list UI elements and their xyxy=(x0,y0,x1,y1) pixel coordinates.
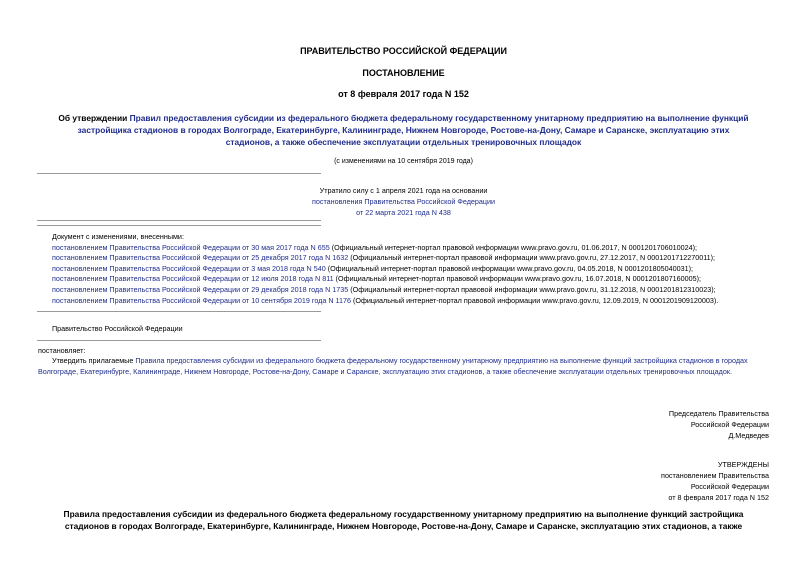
change-source: (Официальный интернет-портал правовой информации www.pravo.gov.ru, 01.06.2017, N 0001201706010024); xyxy=(329,242,697,252)
change-source: (Официальный интернет-портал правовой информации www.pravo.gov.ru, 31.12.2018, N 0001201812310023); xyxy=(348,284,716,294)
approved-line3: Российской Федерации xyxy=(690,482,769,491)
change-link[interactable]: постановлением Правительства Российской Федерации от 10 сентября 2019 года N 1176 xyxy=(52,295,352,305)
document-type: ПОСТАНОВЛЕНИЕ xyxy=(362,68,445,78)
signature-title: Председатель Правительства xyxy=(668,409,769,418)
change-link[interactable]: постановлением Правительства Российской Федерации от 25 декабря 2017 года N 1632 xyxy=(52,253,349,263)
divider xyxy=(37,311,321,312)
rules-link-line2[interactable]: Волгограде, Екатеринбурге, Калининграде, Нижнем Новгороде, Ростове-на-Дону, Самаре и Саранске, эксплуатацию этих стадионов, а также обеспечение эксплуатации отдельных тренировочных площадок xyxy=(38,366,730,376)
document-title xyxy=(0,112,807,148)
change-source: (Официальный интернет-портал правовой информации www.pravo.gov.ru, 16.07.2018, N 0001201807160005); xyxy=(333,274,701,284)
invalidation-note xyxy=(0,185,807,218)
change-source: (Официальный интернет-портал правовой информации www.pravo.gov.ru, 04.05.2018, N 0001201805040031); xyxy=(325,263,693,273)
title-link[interactable]: Правил предоставления субсидии из федерального бюджета федеральному государственному унитарному предприятию на выполнение функций xyxy=(129,113,749,123)
list-item xyxy=(52,243,802,254)
signature-title-line2: Российской Федерации xyxy=(690,420,769,429)
approved-heading: УТВЕРЖДЕНЫ xyxy=(717,460,769,469)
government-heading: ПРАВИТЕЛЬСТВО РОССИЙСКОЙ ФЕДЕРАЦИИ xyxy=(300,46,507,56)
title-link-line2[interactable]: застройщика стадионов в городах Волгограде, Екатеринбурге, Калининграде, Нижнем Новгороде, Ростове-на-Дону, Самаре и Саранске, эксплуатацию этих xyxy=(77,125,730,135)
list-item xyxy=(52,285,802,296)
amendment-note: (с изменениями на 10 сентября 2019 года) xyxy=(334,158,473,165)
invalidation-link[interactable]: постановления Правительства Российской Федерации xyxy=(311,197,496,206)
changes-heading: Документ с изменениями, внесенными: xyxy=(52,232,184,241)
invalidation-line1: Утратило силу с 1 апреля 2021 года на основании xyxy=(319,186,488,195)
change-source: (Официальный интернет-портал правовой информации www.pravo.gov.ru, 27.12.2017, N 0001201712270011); xyxy=(348,253,716,263)
rules-title-line1: Правила предоставления субсидии из федерального бюджета федеральному государственному унитарному предприятию на выполнение функций застройщика xyxy=(63,509,744,519)
change-link[interactable]: постановлением Правительства Российской Федерации от 3 мая 2018 года N 540 xyxy=(52,263,326,273)
invalidation-link-date[interactable]: от 22 марта 2021 года N 438 xyxy=(356,208,451,217)
government-line: Правительство Российской Федерации xyxy=(52,324,183,333)
signature-block xyxy=(669,408,769,441)
resolves-text: постановляет: xyxy=(38,346,86,355)
divider xyxy=(37,173,321,174)
change-link[interactable]: постановлением Правительства Российской Федерации от 30 мая 2017 года N 655 xyxy=(52,242,330,252)
signature-name: Д.Медведев xyxy=(728,431,769,440)
list-item xyxy=(52,274,802,285)
rules-link[interactable]: Правила предоставления субсидии из федерального бюджета федеральному государственному унитарному предприятию на выполнение функций застройщика стадионов в городах xyxy=(135,356,748,365)
divider xyxy=(37,220,321,221)
approval-paragraph xyxy=(38,356,778,377)
approved-line2: постановлением Правительства xyxy=(661,471,769,480)
title-prefix: Об утверждении xyxy=(58,113,130,123)
document-date-number: от 8 февраля 2017 года N 152 xyxy=(338,89,469,99)
list-item xyxy=(52,253,802,264)
change-link[interactable]: постановлением Правительства Российской Федерации от 29 декабря 2018 года N 1735 xyxy=(52,284,349,294)
approval-suffix: . xyxy=(730,366,732,376)
change-source: (Официальный интернет-портал правовой информации www.pravo.gov.ru, 12.09.2019, N 0001201909120003). xyxy=(351,295,719,305)
approval-stamp xyxy=(661,459,769,503)
rules-title-line2: стадионов в городах Волгограде, Екатеринбурге, Калининграде, Нижнем Новгороде, Ростове-на-Дону, Самаре и Саранске, эксплуатацию этих стадионов, а также xyxy=(64,521,743,531)
rules-title xyxy=(0,508,807,532)
changes-list xyxy=(52,232,802,306)
divider xyxy=(37,225,321,226)
approved-date: от 8 февраля 2017 года N 152 xyxy=(668,493,769,502)
list-item xyxy=(52,264,802,275)
title-link-line3[interactable]: стадионов, а также обеспечение эксплуатации отдельных тренировочных площадок xyxy=(225,137,582,147)
list-item xyxy=(52,296,802,307)
change-link[interactable]: постановлением Правительства Российской Федерации от 12 июля 2018 года N 811 xyxy=(52,274,334,284)
approval-prefix: Утвердить прилагаемые xyxy=(52,356,136,365)
divider xyxy=(37,340,321,341)
